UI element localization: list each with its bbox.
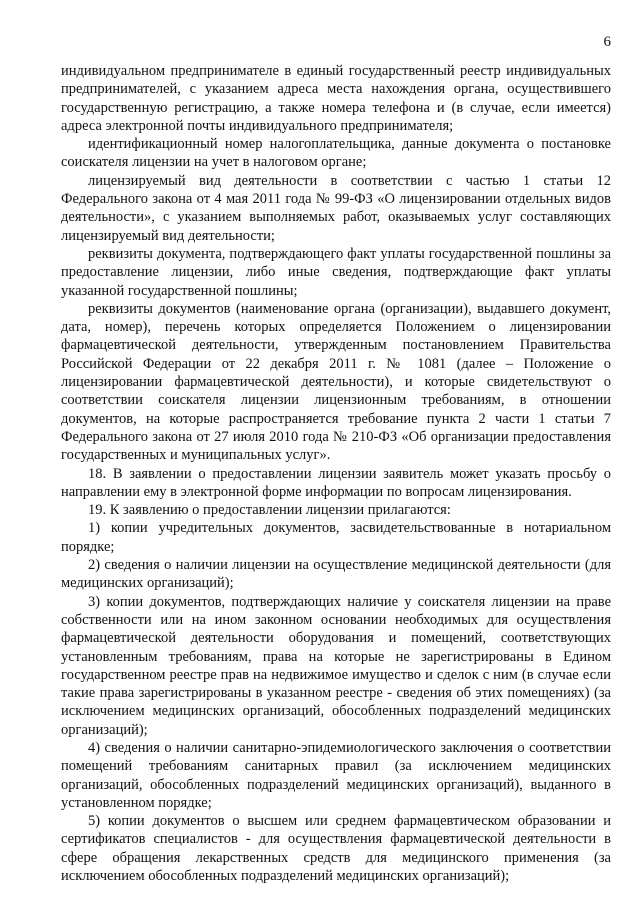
list-item-3: 3) копии документов, подтверждающих наличие у соискателя лицензии на праве собственности или на ином законном основании необходимых для осуществления фармацевтической деятельности оборудования и помещений, соответствующих установленным требованиям, права на которые не зарегистрированы в Едином государственном реестре прав на недвижимое имущество и сделок с ним (в случае если такие права зарегистрированы в указанном реестре - сведения об этих помещениях) (за исключением медицинских организаций, обособленных подразделений медицинских организаций); xyxy=(61,593,611,738)
paragraph-state-fee: реквизиты документа, подтверждающего факт уплаты государственной пошлины за предоставление лицензии, либо иные сведения, подтверждающие факт уплаты указанной государственной пошлины; xyxy=(61,245,611,299)
page-number: 6 xyxy=(603,34,611,50)
paragraph-licensed-activity: лицензируемый вид деятельности в соответствии с частью 1 статьи 12 Федерального закона от 4 мая 2011 года № 99-ФЗ «О лицензировании отдельных видов деятельности», с указанием выполняемых работ, оказываемых услуг составляющих лицензируемый вид деятельности; xyxy=(61,172,611,244)
paragraph-applicant-details: индивидуальном предпринимателе в единый государственный реестр индивидуальных предпринимателей, с указанием адреса места нахождения органа, осуществившего государственную регистрацию, а также номера телефона и (в случае, если имеется) адреса электронной почты индивидуального предпринимателя; xyxy=(61,63,611,134)
document-body xyxy=(61,62,611,885)
paragraph-item-18: 18. В заявлении о предоставлении лицензии заявитель может указать просьбу о направлении ему в электронной форме информации по вопросам лицензирования. xyxy=(61,465,611,500)
list-item-2: 2) сведения о наличии лицензии на осуществление медицинской деятельности (для медицинских организаций); xyxy=(61,557,611,592)
paragraph-document-requisites: реквизиты документов (наименование органа (организации), выдавшего документ, дата, номер), перечень которых определяется Положением о лицензировании фармацевтической деятельности, утвержденным постановлением Правительства Российской Федерации от 22 декабря 2011 г. № 1081 (далее – Положение о лицензировании фармацевтической деятельности), и которые свидетельствуют о соответствии соискателя лицензии лицензионным требованиям, в отношении документов, на которые распространяется требование пункта 2 части 1 статьи 7 Федерального закона от 27 июля 2010 года № 210-ФЗ «Об организации предоставления государственных и муниципальных услуг». xyxy=(61,300,611,464)
paragraph-item-19: 19. К заявлению о предоставлении лицензии прилагаются: xyxy=(88,502,451,519)
list-item-1: 1) копии учредительных документов, засвидетельствованные в нотариальном порядке; xyxy=(61,520,611,555)
list-item-5: 5) копии документов о высшем или среднем фармацевтическом образовании и сертификатов специалистов - для осуществления фармацевтической деятельности в сфере обращения лекарственных средств для медицинского применения (за исключением обособленных подразделений медицинских организаций); xyxy=(61,813,611,885)
paragraph-taxpayer-id: идентификационный номер налогоплательщика, данные документа о постановке соискателя лицензии на учет в налоговом органе; xyxy=(61,136,611,171)
list-item-4: 4) сведения о наличии санитарно-эпидемиологического заключения о соответствии помещений требованиям санитарных правил (за исключением медицинских организаций, обособленных подразделений медицинских организаций), выданного в установленном порядке; xyxy=(61,739,611,811)
